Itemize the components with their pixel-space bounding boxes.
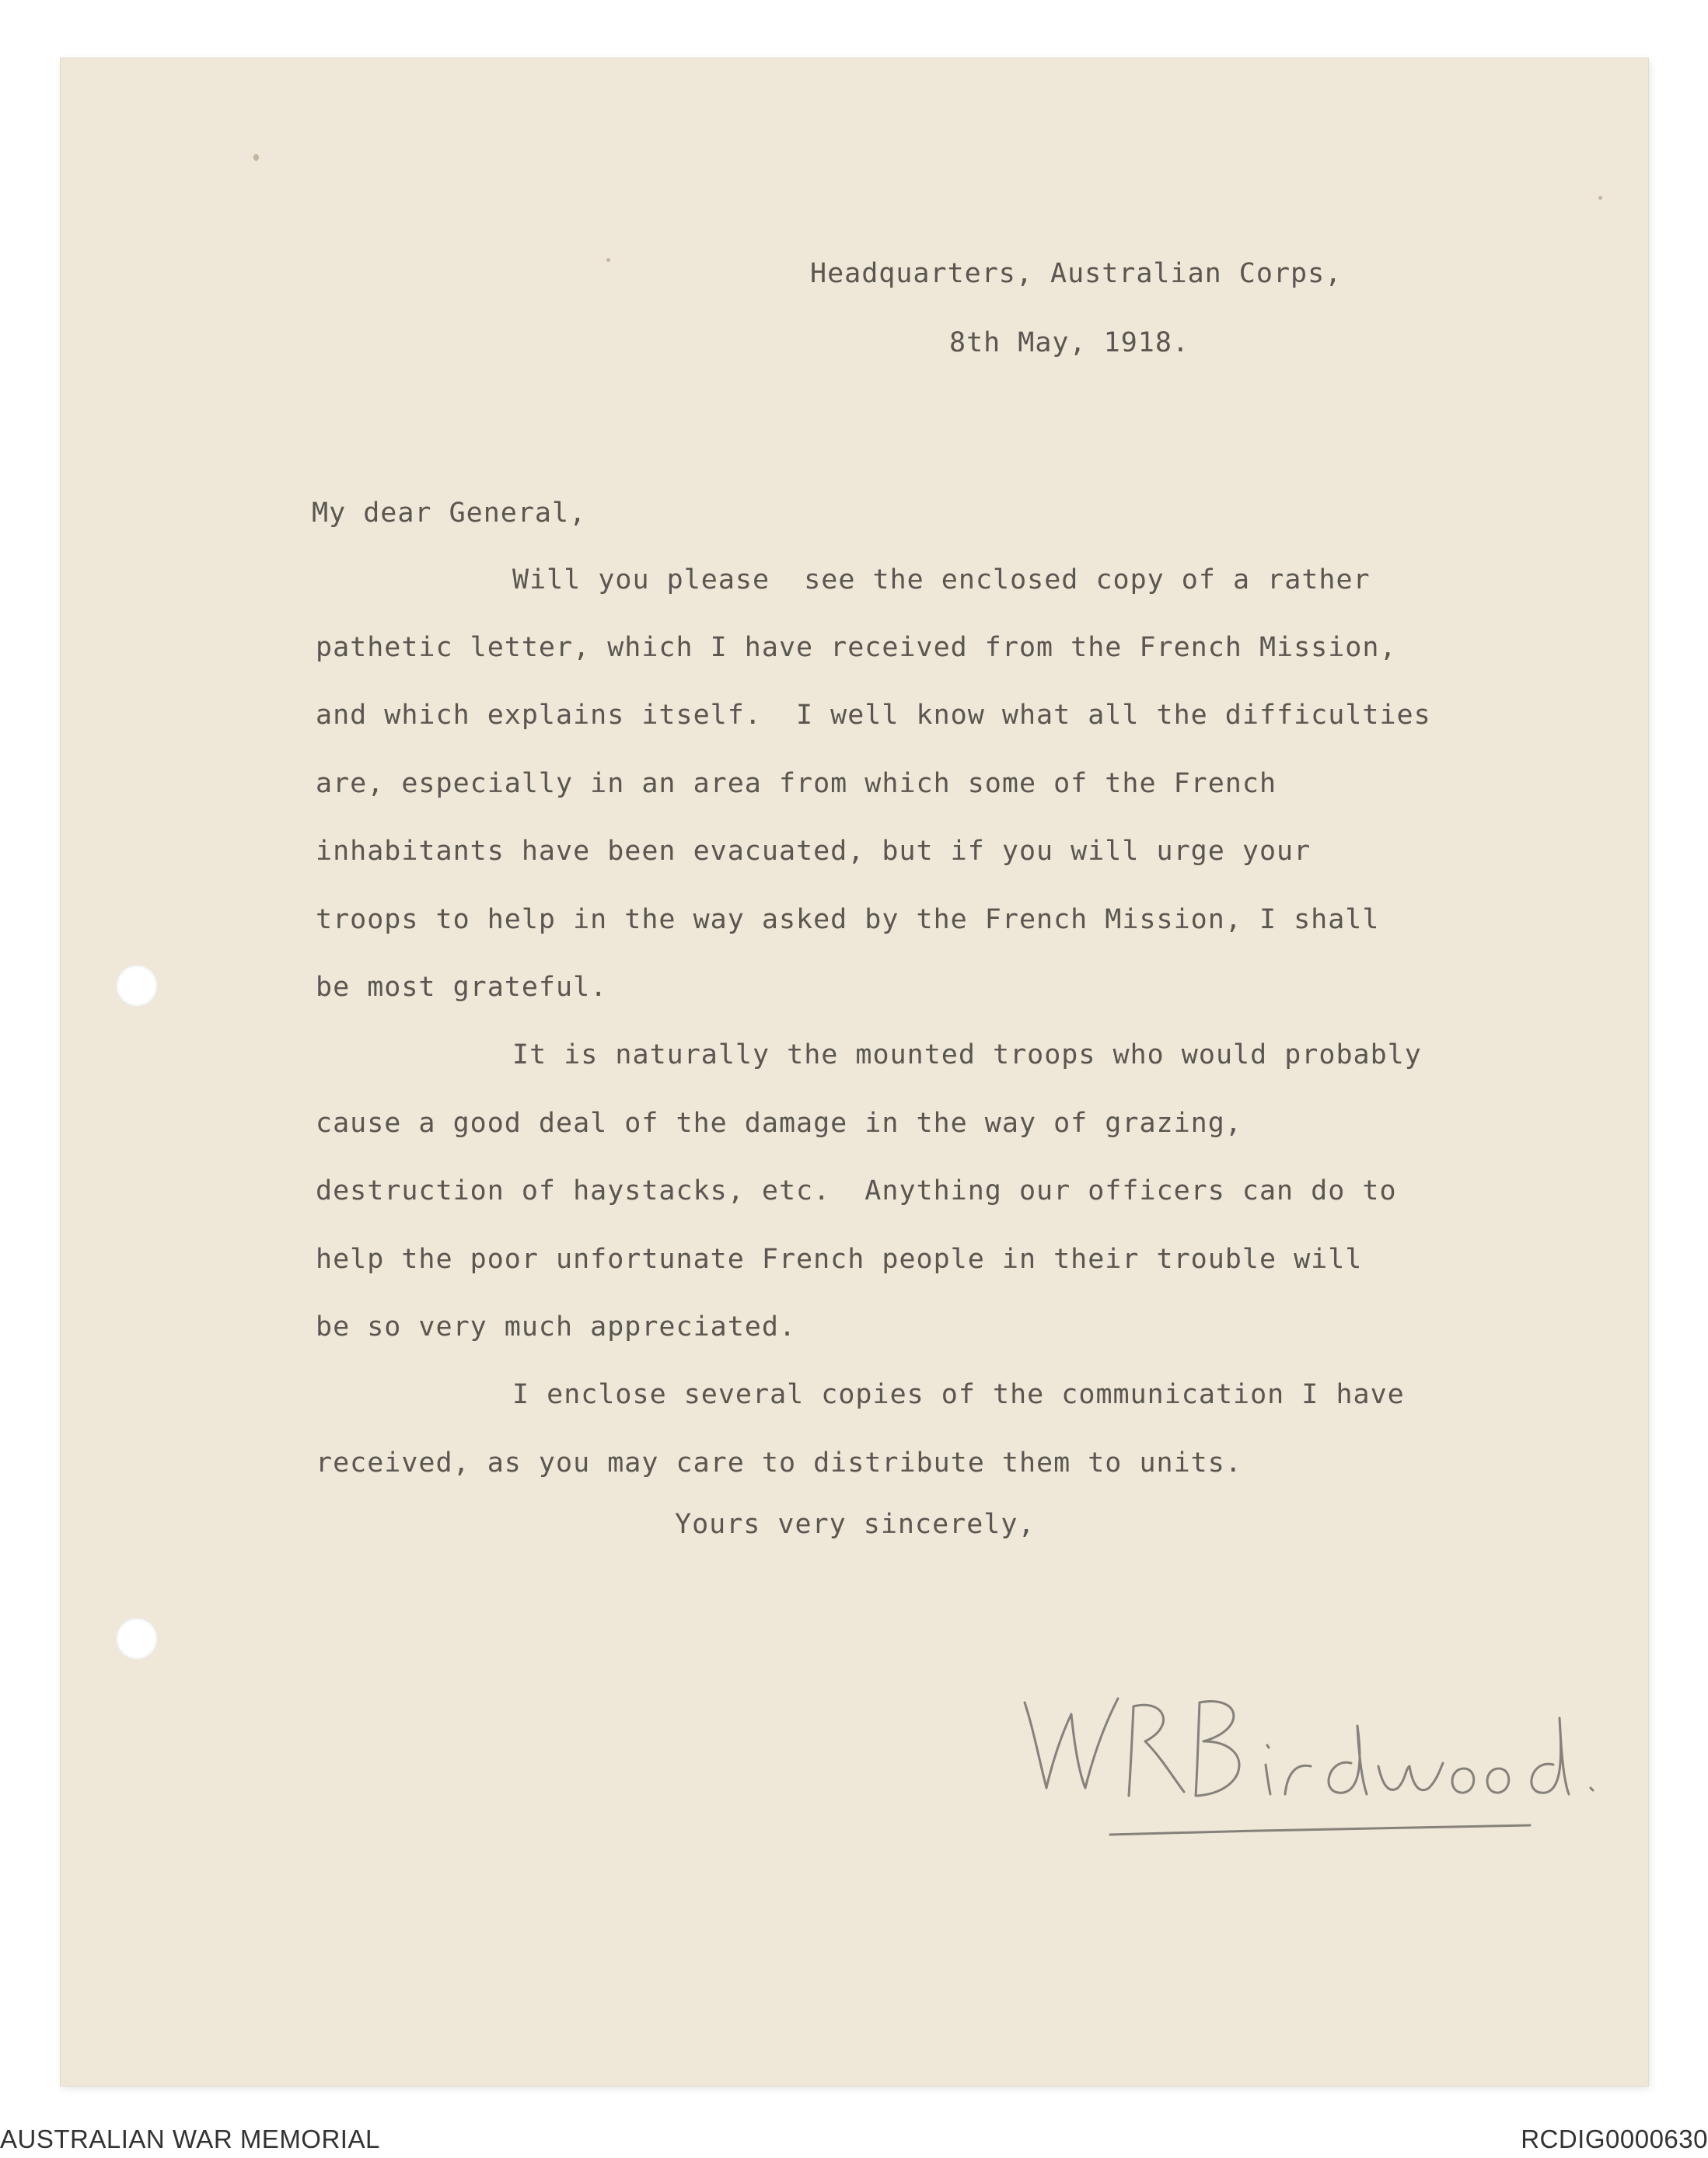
paragraph-1-line: be most grateful. (316, 972, 608, 1003)
paragraph-2-line: destruction of haystacks, etc. Anything our officers can do to (316, 1175, 1397, 1206)
paragraph-1-line: inhabitants have been evacuated, but if you will urge your (316, 836, 1312, 867)
ink-speck (1598, 196, 1602, 200)
paragraph-1-line: Will you please see the enclosed copy of a rather (512, 564, 1371, 595)
paragraph-1-line: and which explains itself. I well know what all the difficulties (316, 700, 1431, 731)
handwritten-signature (1017, 1671, 1608, 1842)
punch-hole-lower (116, 1618, 158, 1660)
paragraph-3-line: received, as you may care to distribute them to units. (316, 1447, 1242, 1479)
paragraph-1-line: pathetic letter, which I have received from the French Mission, (316, 632, 1397, 663)
footer-right-caption: RCDIG0000630 (1521, 2125, 1708, 2153)
ink-speck (253, 154, 259, 161)
ink-speck (606, 258, 610, 262)
paragraph-1-line: troops to help in the way asked by the French Mission, I shall (316, 904, 1380, 935)
footer-left-caption: AUSTRALIAN WAR MEMORIAL (0, 2125, 380, 2153)
paragraph-3-line: I enclose several copies of the communication I have (512, 1379, 1405, 1410)
paragraph-2-line: It is naturally the mounted troops who would probably (512, 1039, 1422, 1070)
paragraph-2-line: be so very much appreciated. (316, 1311, 797, 1343)
paragraph-2-line: cause a good deal of the damage in the way of grazing, (316, 1108, 1242, 1139)
salutation: My dear General, (312, 498, 587, 529)
letter-sheet (61, 58, 1648, 2086)
paragraph-2-line: help the poor unfortunate French people in their trouble will (316, 1244, 1363, 1275)
punch-hole-upper (116, 965, 158, 1007)
address-line-2: 8th May, 1918. (949, 327, 1190, 358)
closing: Yours very sincerely, (675, 1509, 1036, 1540)
paragraph-1-line: are, especially in an area from which some of the French (316, 768, 1277, 799)
address-line-1: Headquarters, Australian Corps, (810, 258, 1343, 289)
